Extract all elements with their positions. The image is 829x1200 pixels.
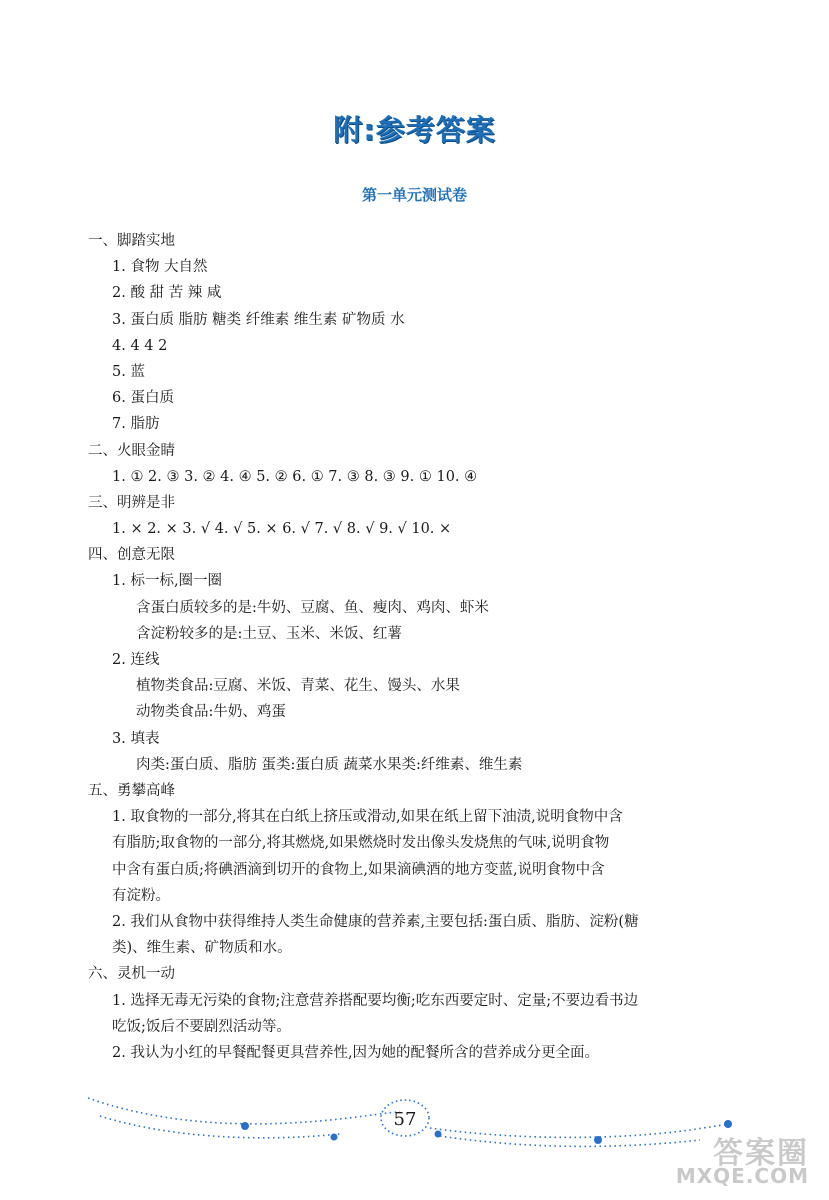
site-watermark bbox=[675, 1128, 809, 1188]
answer-line: 6. 蛋白质 bbox=[112, 390, 174, 407]
section-heading: 二、火眼金睛 bbox=[88, 442, 175, 459]
paragraph-line: 类)、维生素、矿物质和水。 bbox=[112, 940, 292, 957]
answer-line: 动物类食品:牛奶、鸡蛋 bbox=[136, 704, 286, 721]
answer-line: 植物类食品:豆腐、米饭、青菜、花生、馒头、水果 bbox=[136, 678, 460, 695]
answer-line: 含淀粉较多的是:土豆、玉米、米饭、红薯 bbox=[136, 625, 402, 642]
paragraph-line: 有脂肪;取食物的一部分,将其燃烧,如果燃烧时发出像头发烧焦的气味,说明食物 bbox=[112, 835, 610, 852]
page-title: 附:参考答案 bbox=[333, 113, 496, 147]
question-title: 2. 连线 bbox=[112, 652, 160, 668]
answer-content bbox=[88, 228, 788, 1066]
section-heading: 一、脚踏实地 bbox=[88, 233, 175, 249]
section-heading: 三、明辨是非 bbox=[88, 494, 175, 511]
question-title: 3. 填表 bbox=[112, 730, 160, 747]
answer-line: 1. 食物 大自然 bbox=[112, 259, 208, 276]
answer-line: 2. 酸 甜 苦 辣 咸 bbox=[112, 285, 222, 302]
watermark-cn: 答案圈 bbox=[713, 1136, 809, 1171]
paragraph-line: 吃饭;饭后不要剧烈活动等。 bbox=[112, 1018, 291, 1035]
paragraph-line: 2. 我认为小红的早餐配餐更具营养性,因为她的配餐所含的营养成分更全面。 bbox=[112, 1044, 600, 1061]
answer-line: 4. 4 4 2 bbox=[112, 337, 168, 354]
paragraph-line: 1. 选择无毒无污染的食物;注意营养搭配要均衡;吃东西要定时、定量;不要边看书边 bbox=[112, 992, 639, 1009]
answer-paragraph bbox=[88, 1040, 788, 1066]
page-number: 57 bbox=[393, 1109, 417, 1130]
answer-paragraph bbox=[88, 804, 788, 909]
paragraph-line: 1. 取食物的一部分,将其在白纸上挤压或滑动,如果在纸上留下油渍,说明食物中含 bbox=[112, 809, 623, 826]
question-title: 1. 标一标,圈一圈 bbox=[112, 573, 223, 590]
answer-paragraph bbox=[88, 909, 788, 961]
answer-line: 1. ① 2. ③ 3. ② 4. ④ 5. ② 6. ① 7. ③ 8. ③ 9. ① 10. ④ bbox=[112, 468, 478, 485]
answer-line: 含蛋白质较多的是:牛奶、豆腐、鱼、瘦肉、鸡肉、虾米 bbox=[136, 599, 489, 616]
section-heading: 六、灵机一动 bbox=[88, 966, 175, 983]
answer-line: 5. 蓝 bbox=[112, 363, 145, 380]
answer-line: 3. 蛋白质 脂肪 糖类 纤维素 维生素 矿物质 水 bbox=[112, 311, 405, 328]
watermark-en: MXQE.COM bbox=[675, 1164, 809, 1188]
answer-line: 肉类:蛋白质、脂肪 蛋类:蛋白质 蔬菜水果类:纤维素、维生素 bbox=[136, 756, 523, 773]
paragraph-line: 2. 我们从食物中获得维持人类生命健康的营养素,主要包括:蛋白质、脂肪、淀粉(糖 bbox=[112, 913, 639, 930]
unit-title: 第一单元测试卷 bbox=[361, 186, 467, 204]
paragraph-line: 中含有蛋白质;将碘酒滴到切开的食物上,如果滴碘酒的地方变蓝,说明食物中含 bbox=[112, 861, 605, 878]
answer-paragraph bbox=[88, 988, 788, 1040]
answer-line: 1. × 2. × 3. √ 4. √ 5. × 6. √ 7. √ 8. √ 9. √ 10. × bbox=[112, 521, 452, 538]
answer-line: 7. 脂肪 bbox=[112, 416, 160, 433]
section-heading: 五、勇攀高峰 bbox=[88, 782, 175, 799]
section-heading: 四、创意无限 bbox=[88, 547, 175, 564]
paragraph-line: 有淀粉。 bbox=[112, 887, 170, 904]
